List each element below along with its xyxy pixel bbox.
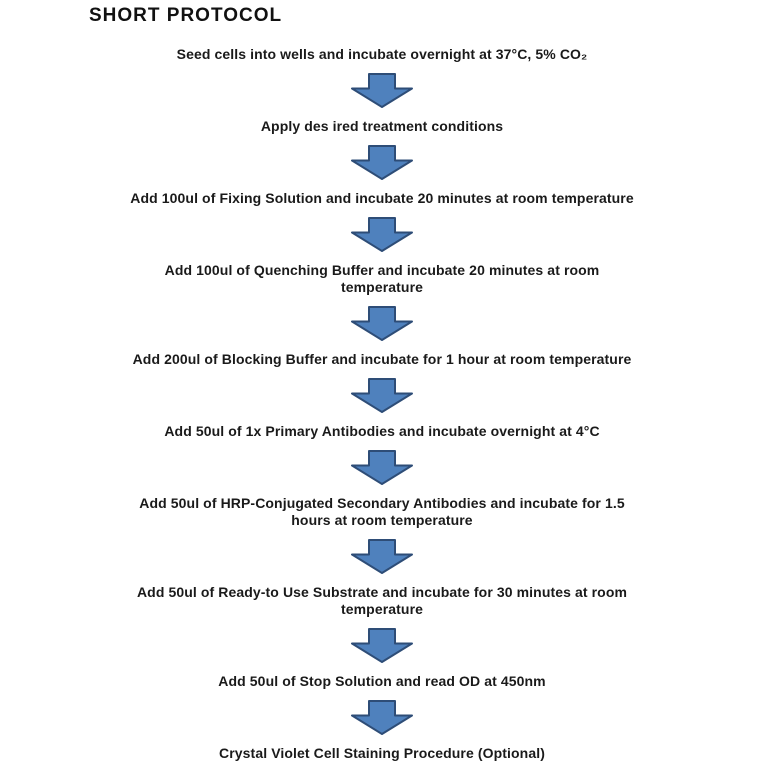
protocol-step <box>139 495 624 529</box>
flow-arrow <box>350 378 414 413</box>
flow-arrow <box>350 700 414 735</box>
down-arrow-icon <box>350 73 414 108</box>
protocol-step <box>218 673 545 690</box>
step-line: Add 100ul of Fixing Solution and incubate 20 minutes at room temperature <box>130 190 634 206</box>
flow-arrow <box>350 539 414 574</box>
step-line: Add 100ul of Quenching Buffer and incubate 20 minutes at room <box>164 262 600 278</box>
step-line: Seed cells into wells and incubate overnight at 37°C, 5% CO₂ <box>176 46 588 62</box>
protocol-step <box>219 745 545 762</box>
step-line: Add 50ul of Stop Solution and read OD at 450nm <box>218 673 546 689</box>
step-line: Add 50ul of HRP-Conjugated Secondary Antibodies and incubate for 1.5 <box>139 495 625 511</box>
down-arrow-icon <box>350 628 414 663</box>
flow-arrow <box>350 628 414 663</box>
flow-arrow <box>350 217 414 252</box>
down-arrow-icon <box>350 450 414 485</box>
down-arrow-icon <box>350 145 414 180</box>
protocol-step <box>130 190 634 207</box>
protocol-step <box>164 423 599 440</box>
step-line: Add 200ul of Blocking Buffer and incubate for 1 hour at room temperature <box>132 351 632 367</box>
down-arrow-icon <box>350 700 414 735</box>
flow-arrow <box>350 450 414 485</box>
step-line: Add 50ul of Ready-to Use Substrate and incubate for 30 minutes at room <box>136 584 628 600</box>
down-arrow-icon <box>350 306 414 341</box>
step-line: temperature <box>340 279 424 295</box>
protocol-step <box>165 262 600 296</box>
flow-arrow <box>350 73 414 108</box>
step-line: Apply des ired treatment conditions <box>260 118 504 134</box>
step-line: Add 50ul of 1x Primary Antibodies and incubate overnight at 4°C <box>164 423 600 439</box>
protocol-step <box>137 584 627 618</box>
step-line: Crystal Violet Cell Staining Procedure (Optional) <box>219 745 545 761</box>
flow-column <box>0 46 764 762</box>
protocol-step <box>261 118 503 135</box>
step-line: hours at room temperature <box>291 512 473 528</box>
down-arrow-icon <box>350 217 414 252</box>
protocol-step <box>177 46 588 63</box>
page-title: SHORT PROTOCOL <box>89 5 283 26</box>
down-arrow-icon <box>350 378 414 413</box>
step-line: temperature <box>340 601 424 617</box>
flow-arrow <box>350 145 414 180</box>
down-arrow-icon <box>350 539 414 574</box>
protocol-step <box>133 351 632 368</box>
flow-arrow <box>350 306 414 341</box>
